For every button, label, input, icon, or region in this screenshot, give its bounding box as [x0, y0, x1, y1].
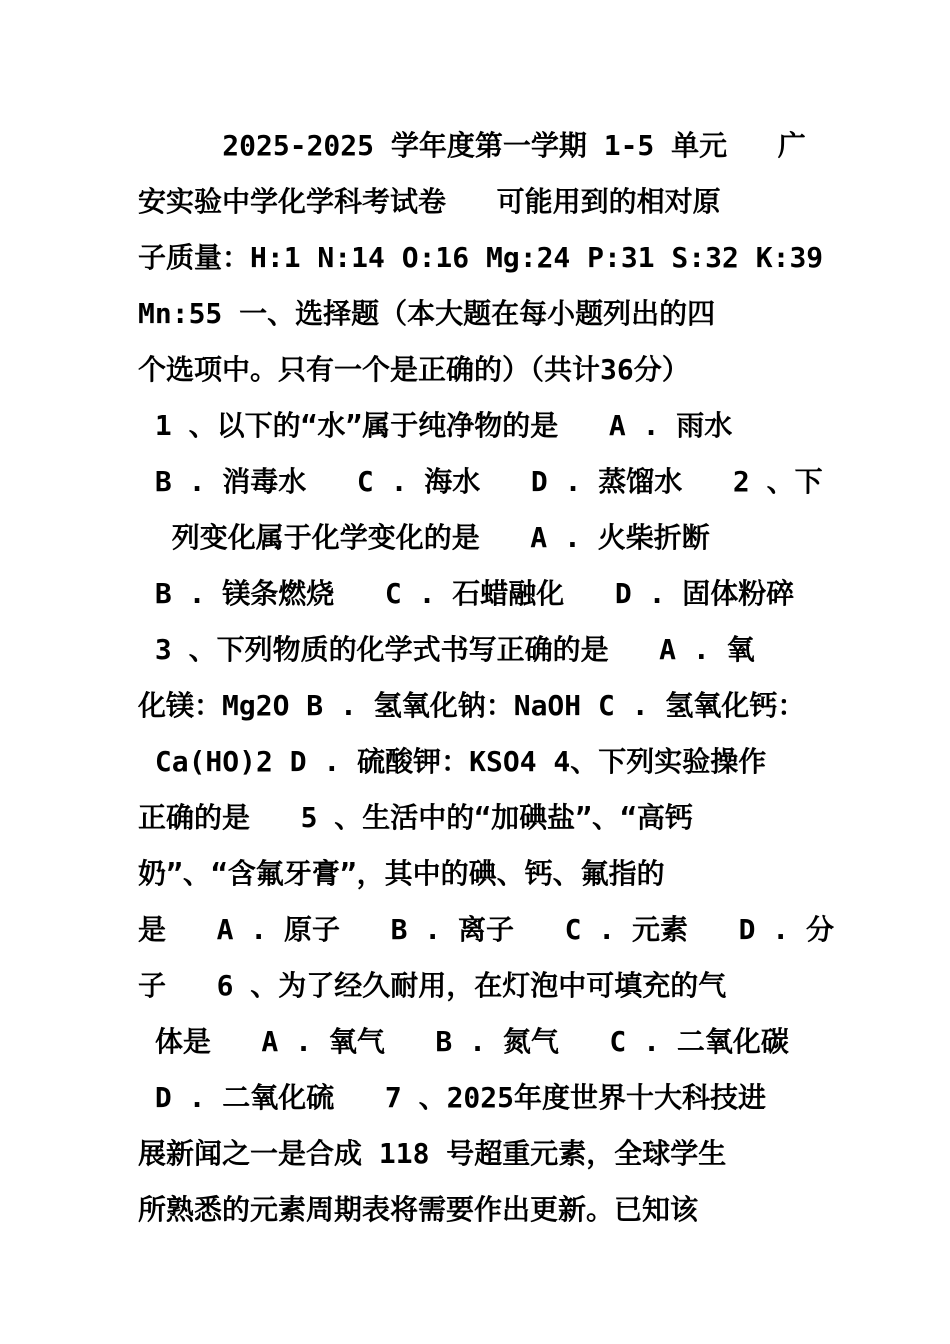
text-line: 子 6 、为了经久耐用，在灯泡中可填充的气 — [138, 969, 727, 1002]
text-line: B . 镁条燃烧 C . 石蜡融化 D . 固体粉碎 — [138, 577, 795, 610]
text-line: Mn:55 一、选择题（本大题在每小题列出的四 — [138, 297, 716, 330]
text-line: Ca(HO)2 D . 硫酸钾：KSO4 4、下列实验操作 — [138, 745, 767, 778]
text-line: 1 、以下的“水”属于纯净物的是 A . 雨水 — [138, 409, 733, 442]
text-line: 安实验中学化学科考试卷 可能用到的相对原 — [138, 185, 721, 218]
text-line: B . 消毒水 C . 海水 D . 蒸馏水 2 、下 — [138, 465, 823, 498]
text-line: 个选项中。只有一个是正确的）（共计36分） — [138, 353, 690, 386]
text-line: 体是 A . 氧气 B . 氮气 C . 二氧化碳 — [138, 1025, 789, 1058]
text-line: 所熟悉的元素周期表将需要作出更新。已知该 — [138, 1193, 699, 1226]
text-line: 正确的是 5 、生活中的“加碘盐”、“高钙 — [138, 801, 693, 834]
text-line: 是 A . 原子 B . 离子 C . 元素 D . 分 — [138, 913, 835, 946]
text-line: 3 、下列物质的化学式书写正确的是 A . 氧 — [138, 633, 755, 666]
text-line: 展新闻之一是合成 118 号超重元素，全球学生 — [138, 1137, 727, 1170]
text-line: 奶”、“含氟牙膏”，其中的碘、钙、氟指的 — [138, 857, 665, 890]
text-line: 2025-2025 学年度第一学期 1-5 单元 广 — [138, 129, 806, 162]
text-line: 化镁：Mg2O B . 氢氧化钠：NaOH C . 氢氧化钙： — [138, 689, 806, 722]
document-body — [138, 118, 835, 1238]
text-line: D . 二氧化硫 7 、2025年度世界十大科技进 — [138, 1081, 767, 1114]
text-line: 子质量：H:1 N:14 O:16 Mg:24 P:31 S:32 K:39 — [138, 241, 824, 274]
text-line: 列变化属于化学变化的是 A . 火柴折断 — [138, 521, 710, 554]
